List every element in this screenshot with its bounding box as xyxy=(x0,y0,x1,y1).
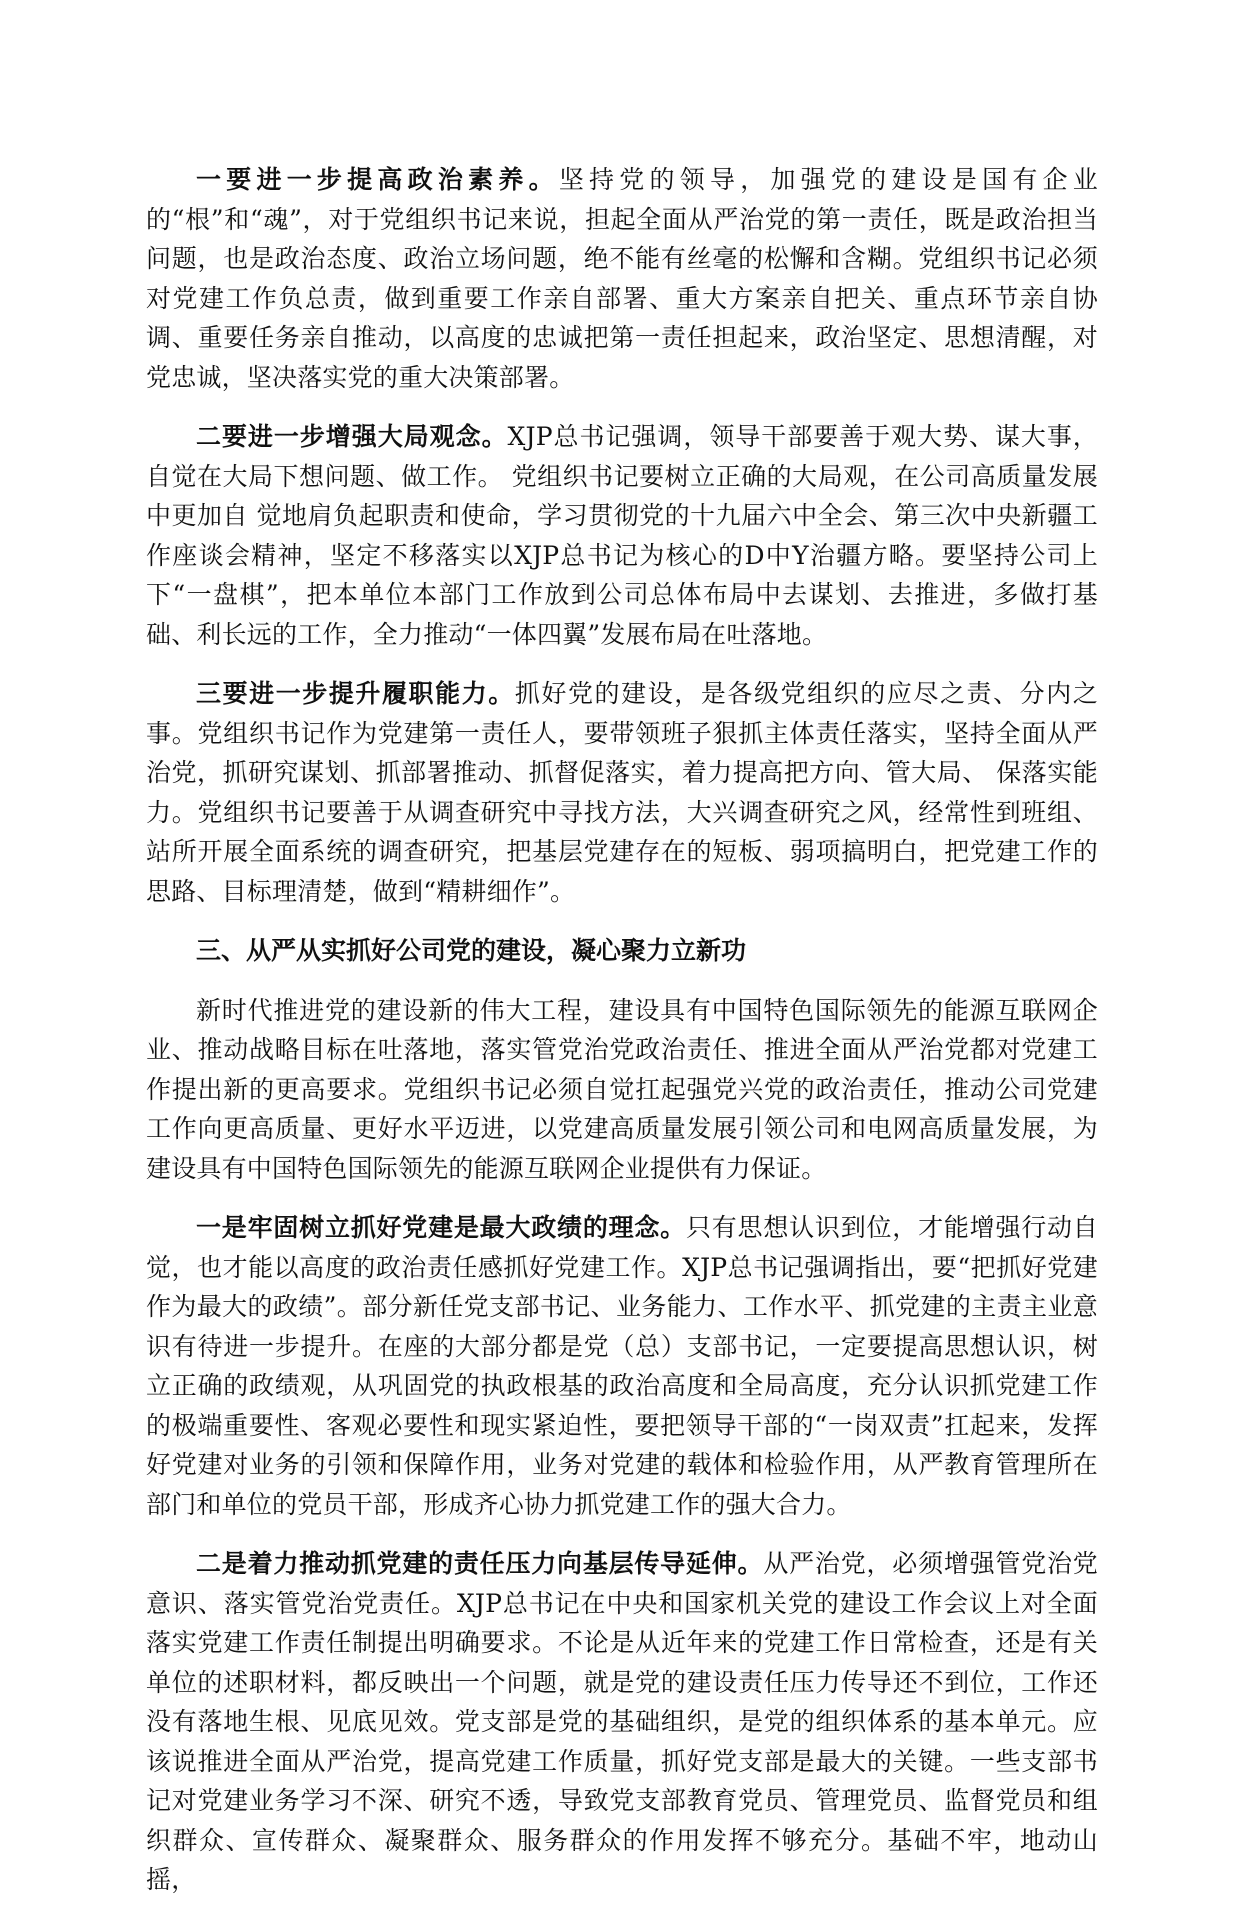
paragraph-lead: 二是着力推动抓党建的责任压力向基层传导延伸。 xyxy=(196,1549,764,1578)
paragraph-body: 坚持党的领导，加强党的建设是国有企业的“根”和“魂”，对于党组织书记来说，担起全面从严治党的第一责任，既是政治担当问题，也是政治态度、政治立场问题，绝不能有丝毫的松懈和含糊。党组织书记必须对党建工作负总责，做到重要工作亲自部署、重大方案亲自把关、重点环节亲自协调、重要任务亲自推动，以高度的忠诚把第一责任担起来，政治坚定、思想清醒，对党忠诚，坚决落实党的重大决策部署。 xyxy=(146,165,1098,392)
section-heading: 三、从严从实抓好公司党的建设，凝心聚力立新功 xyxy=(196,936,747,965)
document-page xyxy=(146,160,1098,1920)
paragraph-body: 只有思想认识到位，才能增强行动自觉，也才能以高度的政治责任感抓好党建工作。XJP总书记强调指出，要“把抓好党建作为最大的政绩”。部分新任党支部书记、业务能力、工作水平、抓党建的主责主业意识有待进一步提升。在座的大部分都是党（总）支部书记，一定要提高思想认识，树立正确的政绩观，从巩固党的执政根基的政治高度和全局高度，充分认识抓党建工作的极端重要性、客观必要性和现实紧迫性，要把领导干部的“一岗双责”扛起来，发挥好党建对业务的引领和保障作用，业务对党建的载体和检验作用，从严教育管理所在部门和单位的党员干部，形成齐心协力抓党建工作的强大合力。 xyxy=(146,1213,1099,1519)
paragraph-political-literacy xyxy=(146,160,1098,397)
paragraph-lead: 一要进一步提高政治素养。 xyxy=(196,165,559,194)
paragraph-duty-ability xyxy=(146,674,1098,911)
paragraph-lead: 二要进一步增强大局观念。 xyxy=(196,422,508,451)
paragraph-body: 新时代推进党的建设新的伟大工程，建设具有中国特色国际领先的能源互联网企业、推动战略目标在吐落地，落实管党治党政治责任、推进全面从严治党都对党建工作提出新的更高要求。党组织书记必须自觉扛起强党兴党的政治责任，推动公司党建工作向更高质量、更好水平迈进，以党建高质量发展引领公司和电网高质量发展，为建设具有中国特色国际领先的能源互联网企业提供有力保证。 xyxy=(146,995,1098,1183)
paragraph-responsibility-pressure xyxy=(146,1544,1098,1900)
paragraph-overall-view xyxy=(146,417,1098,654)
paragraph-greatest-achievement xyxy=(146,1208,1098,1524)
paragraph-body: 从严治党，必须增强管党治党意识、落实管党治党责任。XJP总书记在中央和国家机关党的建设工作会议上对全面落实党建工作责任制提出明确要求。不论是从近年来的党建工作日常检查，还是有关单位的述职材料，都反映出一个问题，就是党的建设责任压力传导还不到位，工作还没有落地生根、见底见效。党支部是党的基础组织，是党的组织体系的基本单元。应该说推进全面从严治党，提高党建工作质量，抓好党支部是最大的关键。一些支部书记对党建业务学习不深、研究不透，导致党支部教育党员、管理党员、监督党员和组织群众、宣传群众、凝聚群众、服务群众的作用发挥不够充分。基础不牢，地动山摇， xyxy=(146,1549,1098,1894)
paragraph-body: XJP总书记强调，领导干部要善于观大势、谋大事，自觉在大局下想问题、做工作。 党组织书记要树立正确的大局观，在公司高质量发展中更加自 觉地肩负起职责和使命，学习贯彻党的十九届六中全会、第三次中央新疆工作座谈会精神，坚定不移落实以XJP总书记为核心的D中Y治疆方略。要坚持公司上下“一盘棋”，把本单位本部门工作放到公司总体布局中去谋划、去推进，多做打基础、利长远的工作，全力推动“一体四翼”发展布局在吐落地。 xyxy=(146,422,1098,649)
paragraph-lead: 一是牢固树立抓好党建是最大政绩的理念。 xyxy=(196,1213,686,1242)
paragraph-new-era xyxy=(146,991,1098,1189)
paragraph-body: 抓好党的建设，是各级党组织的应尽之责、分内之事。党组织书记作为党建第一责任人，要带领班子狠抓主体责任落实，坚持全面从严治党，抓研究谋划、抓部署推动、抓督促落实，着力提高把方向、管大局、 保落实能力。党组织书记要善于从调查研究中寻找方法，大兴调查研究之风，经常性到班组、站所开展全面系统的调查研究，把基层党建存在的短板、弱项搞明白，把党建工作的思路、目标理清楚，做到“精耕细作”。 xyxy=(146,679,1099,906)
paragraph-lead: 三要进一步提升履职能力。 xyxy=(196,679,515,708)
